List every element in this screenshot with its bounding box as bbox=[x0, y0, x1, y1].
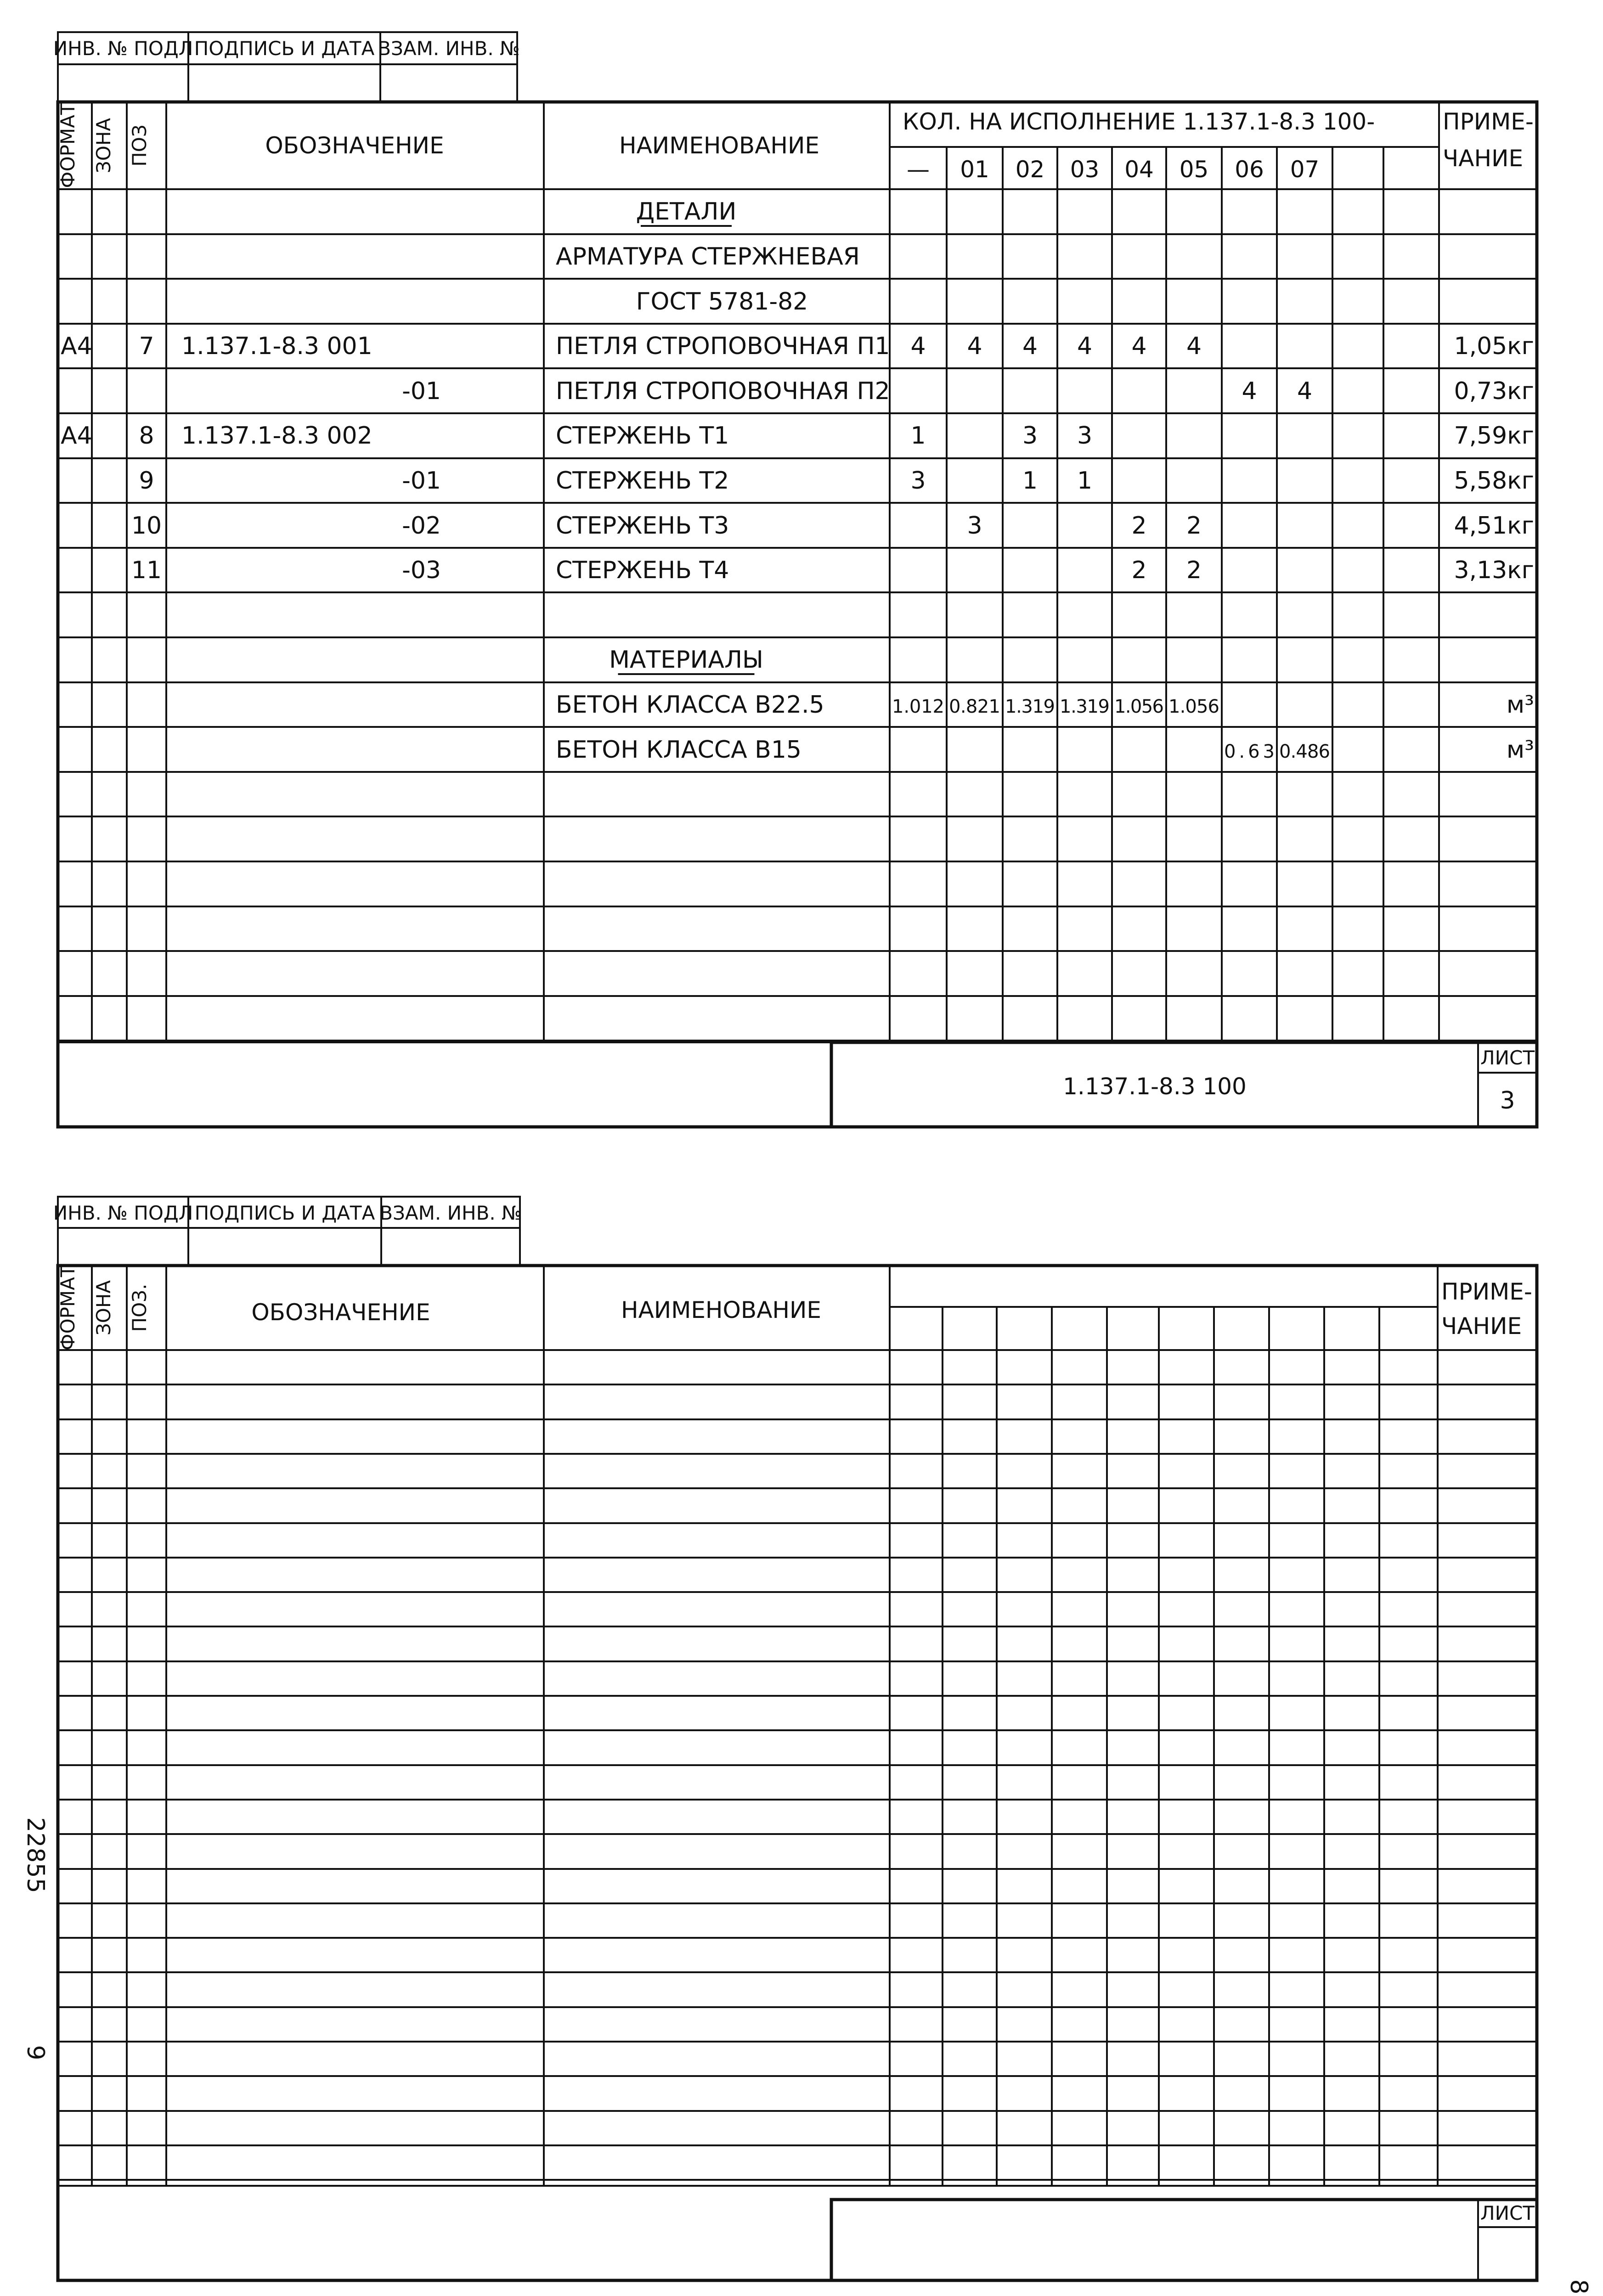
header-naimenovanie: НАИМЕНОВАНИЕ bbox=[619, 132, 819, 159]
format-cell: А4 bbox=[61, 422, 92, 450]
header-naimenovanie-2: НАИМЕНОВАНИЕ bbox=[621, 1297, 821, 1323]
title-block-1 bbox=[831, 1042, 1537, 1127]
poz-cell: 10 bbox=[131, 512, 162, 540]
frame-2 bbox=[58, 1266, 1537, 2280]
list-label: ЛИСТ bbox=[1480, 1047, 1535, 1069]
variant-header: — bbox=[907, 156, 930, 183]
vzam-inv-label: ВЗАМ. ИНВ. № bbox=[378, 37, 520, 60]
header-prim-2: ЧАНИЕ bbox=[1443, 145, 1524, 172]
prim-cell: 5,58кг bbox=[1454, 467, 1534, 495]
naimenovanie-cell: СТЕРЖЕНЬ Т3 bbox=[556, 512, 729, 540]
inv-podl-label: ИНВ. № ПОДЛ bbox=[53, 37, 193, 60]
stamp-top-2 bbox=[53, 1197, 522, 1266]
table-row bbox=[131, 512, 1534, 540]
header-oboznachenie-2: ОБОЗНАЧЕНИЕ bbox=[251, 1299, 430, 1326]
naimenovanie-cell: ПЕТЛЯ СТРОПОВОЧНАЯ П1 bbox=[556, 332, 890, 360]
list-number: 3 bbox=[1500, 1087, 1515, 1114]
section-title: МАТЕРИАЛЫ bbox=[609, 646, 763, 674]
naimenovanie-cell: БЕТОН КЛАССА В15 bbox=[556, 736, 802, 764]
qty-cell: 4 bbox=[1297, 377, 1313, 405]
qty-cell: 1 bbox=[910, 422, 926, 450]
table-row bbox=[61, 332, 1534, 360]
oboznachenie-cell: -03 bbox=[402, 557, 441, 584]
prim-cell: 4,51кг bbox=[1454, 512, 1534, 540]
header-prim-2-2: ЧАНИЕ bbox=[1441, 1313, 1522, 1339]
title-block-2 bbox=[831, 2200, 1537, 2280]
qty-cell: 1.056 bbox=[1168, 696, 1219, 717]
header-prim-1: ПРИМЕ- bbox=[1443, 108, 1534, 135]
variant-header: 04 bbox=[1124, 156, 1154, 183]
variant-header: 02 bbox=[1015, 156, 1045, 183]
spec-rows bbox=[61, 198, 1534, 764]
variant-header: 01 bbox=[960, 156, 989, 183]
column-lines-2 bbox=[92, 1266, 1438, 2186]
table-row bbox=[61, 422, 1534, 450]
oboznachenie-cell: 1.137.1-8.3 001 bbox=[181, 332, 373, 360]
header-zona-2: ЗОНА bbox=[92, 1280, 115, 1336]
qty-cell: 4 bbox=[1242, 377, 1257, 405]
naimenovanie-cell: СТЕРЖЕНЬ Т1 bbox=[556, 422, 729, 450]
header-format-2: ФОРМАТ bbox=[56, 1265, 79, 1351]
prim-cell: 3,13кг bbox=[1454, 557, 1534, 584]
sheet-2 bbox=[53, 1197, 1537, 2280]
table-row bbox=[131, 557, 1534, 584]
side-small-number: 9 bbox=[22, 2045, 49, 2060]
qty-cell: 2 bbox=[1186, 557, 1202, 584]
header-poz-2: ПОЗ. bbox=[128, 1283, 151, 1332]
qty-cell: 1.319 bbox=[1060, 696, 1110, 717]
variant-header: 03 bbox=[1070, 156, 1100, 183]
qty-cell: 2 bbox=[1131, 512, 1147, 540]
header-format: ФОРМАТ bbox=[56, 103, 79, 188]
oboznachenie-cell: -01 bbox=[402, 377, 441, 405]
vzam-inv-label-2: ВЗАМ. ИНВ. № bbox=[379, 1202, 522, 1224]
qty-cell: 3 bbox=[910, 467, 926, 495]
table-row bbox=[139, 467, 1534, 495]
qty-cell: 2 bbox=[1186, 512, 1202, 540]
qty-cell: 1.319 bbox=[1005, 696, 1055, 717]
qty-cell: 4 bbox=[1131, 332, 1147, 360]
qty-cell: 3 bbox=[1077, 422, 1093, 450]
prim-cell: 1,05кг bbox=[1454, 332, 1534, 360]
qty-cell: 4 bbox=[1186, 332, 1202, 360]
prim-cell: 0,73кг bbox=[1454, 377, 1534, 405]
header-kol: КОЛ. НА ИСПОЛНЕНИЕ 1.137.1-8.3 100- bbox=[903, 108, 1375, 135]
naimenovanie-cell: ПЕТЛЯ СТРОПОВОЧНАЯ П2 bbox=[556, 377, 890, 405]
stamp-top-1 bbox=[53, 32, 520, 102]
naimenovanie-cell: СТЕРЖЕНЬ Т2 bbox=[556, 467, 729, 495]
table-row bbox=[556, 691, 1534, 719]
header-zona: ЗОНА bbox=[92, 118, 115, 174]
prim-cell: 7,59кг bbox=[1454, 422, 1534, 450]
poz-cell: 11 bbox=[131, 557, 162, 584]
qty-cell: 0.63 bbox=[1224, 741, 1275, 762]
header-poz: ПОЗ bbox=[128, 124, 151, 167]
prim-cell: м³ bbox=[1506, 691, 1534, 719]
naimenovanie-cell: БЕТОН КЛАССА В22.5 bbox=[556, 691, 824, 719]
sheet-1 bbox=[53, 32, 1537, 1127]
section-title: ДЕТАЛИ bbox=[636, 198, 737, 225]
poz-cell: 8 bbox=[139, 422, 154, 450]
poz-cell: 9 bbox=[139, 467, 154, 495]
header-prim-1-2: ПРИМЕ- bbox=[1441, 1278, 1532, 1305]
qty-cell: 4 bbox=[1022, 332, 1038, 360]
oboznachenie-cell: 1.137.1-8.3 002 bbox=[181, 422, 373, 450]
header-oboznachenie: ОБОЗНАЧЕНИЕ bbox=[265, 132, 444, 159]
qty-cell: 1.056 bbox=[1114, 696, 1164, 717]
qty-cell: 4 bbox=[910, 332, 926, 360]
variant-header: 05 bbox=[1179, 156, 1209, 183]
prim-cell: м³ bbox=[1506, 736, 1534, 764]
table-row bbox=[636, 288, 808, 315]
table-row bbox=[609, 646, 763, 674]
variant-headers bbox=[907, 156, 1319, 183]
qty-cell: 1.012 bbox=[892, 696, 944, 717]
naimenovanie-cell: ГОСТ 5781-82 bbox=[636, 288, 808, 315]
inv-podl-label-2: ИНВ. № ПОДЛ bbox=[53, 1202, 193, 1224]
row-lines-2 bbox=[58, 1384, 1537, 2180]
side-number: 22855 bbox=[22, 1817, 49, 1893]
qty-cell: 2 bbox=[1131, 557, 1147, 584]
list-label-2: ЛИСТ bbox=[1480, 2202, 1535, 2224]
doc-code: 1.137.1-8.3 100 bbox=[1063, 1073, 1247, 1100]
podpis-data-label-2: ПОДПИСЬ И ДАТА bbox=[194, 1202, 375, 1224]
podpis-data-label: ПОДПИСЬ И ДАТА bbox=[194, 37, 375, 60]
table-row bbox=[556, 736, 1534, 764]
oboznachenie-cell: -02 bbox=[402, 512, 441, 540]
naimenovanie-cell: СТЕРЖЕНЬ Т4 bbox=[556, 557, 729, 584]
table-row bbox=[636, 198, 737, 226]
qty-cell: 3 bbox=[1022, 422, 1038, 450]
oboznachenie-cell: -01 bbox=[402, 467, 441, 495]
format-cell: А4 bbox=[61, 332, 92, 360]
qty-cell: 0.821 bbox=[949, 696, 1000, 717]
variant-header: 07 bbox=[1290, 156, 1320, 183]
table-row bbox=[556, 243, 860, 270]
variant-header: 06 bbox=[1235, 156, 1264, 183]
qty-cell: 4 bbox=[967, 332, 982, 360]
qty-cell: 0.486 bbox=[1279, 741, 1330, 762]
table-row bbox=[402, 377, 1534, 405]
corner-number: 8 bbox=[1565, 2279, 1592, 2295]
poz-cell: 7 bbox=[139, 332, 154, 360]
naimenovanie-cell: АРМАТУРА СТЕРЖНЕВАЯ bbox=[556, 243, 860, 270]
qty-cell: 1 bbox=[1022, 467, 1038, 495]
qty-cell: 4 bbox=[1077, 332, 1093, 360]
qty-cell: 1 bbox=[1077, 467, 1093, 495]
qty-cell: 3 bbox=[967, 512, 982, 540]
